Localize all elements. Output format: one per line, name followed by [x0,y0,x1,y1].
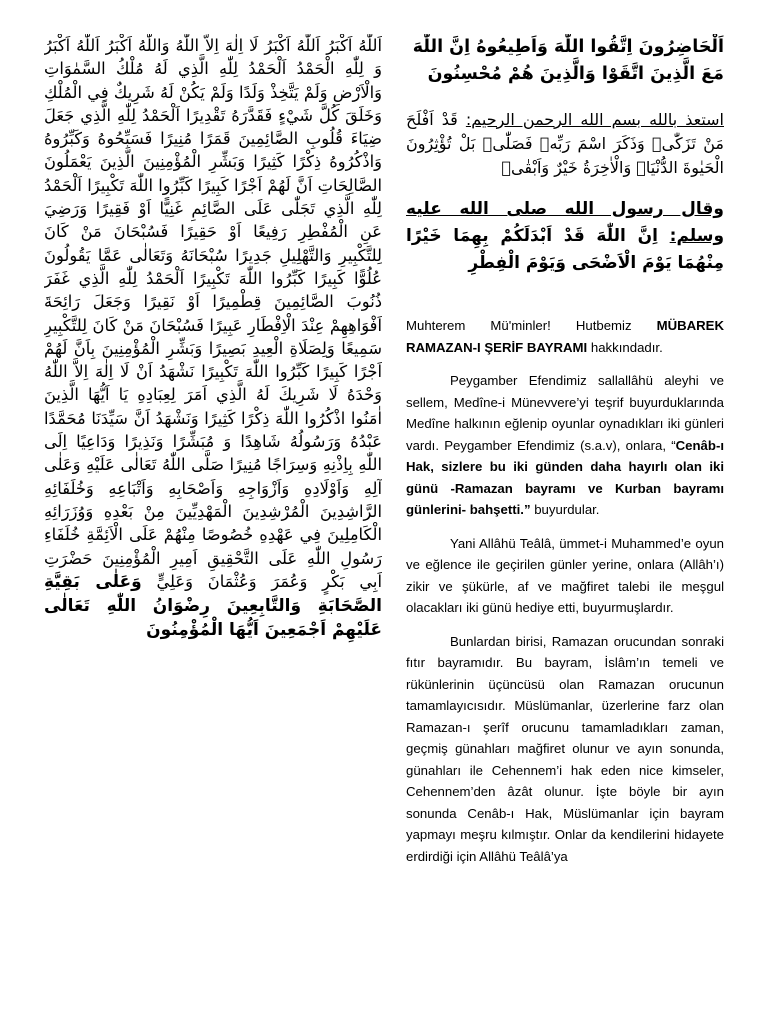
arabic-heading: اَلْحَاضِرُونَ اِتَّقُوا اللّٰهَ وَاَطِيعُوهُ اِنَّ اللّٰهَ مَعَ الَّذِينَ اتَّقَوْا وَالَّذِينَ هُمْ مُحْسِنُونَ [412,37,724,84]
arabic-takbir-text [44,34,382,643]
paragraph-2: Yani Allâhü Teâlâ, ümmet-i Muhammed’e oyun ve eğlence ile geçirilen günler yerine, onlara (Allâh’ı) zikir ve şükürle, af ve mağfiret talebi ile meşgul olacakları iki günü hediye etti, buyurmuşlardır. [406,535,724,615]
hadith-intro: وقال رسول الله صلى الله عليه وسلم: [406,199,724,246]
paragraph-1-text: Peygamber Efendimiz sallallâhü aleyhi ve sellem, Medîne-i Münevvere’yi teşrif buyurduklarında Medîne halkının eğlenip oyunlar oynadıkları iki günleri vardı. Peygamber Efendimiz (s.a.v), onlara, “ [406,373,724,453]
hadith-block [406,196,724,277]
arabic-takbir-column [44,34,382,994]
paragraph-3: Bunlardan birisi, Ramazan orucundan sonraki fıtır bayramıdır. Bu bayram, İslâm’ın temeli ve rükünlerinin üçüncüsü olan Ramazan orucunun tamamlayıcısıdır. Müslümanlar, üzerlerine farz olan Ramazan-ı şerîf orucunu tamamladıkları zaman, geçmiş günahları mağfiret olunur ve ayın sonunda, günahları ile Cehennem’i hak eden nice kimseler, Cehennem’den âzât olunur. İşte böyle bir ayın sonunda Cenâb-ı Hak, Müslümanlar için bayram yapmayı meşru kılmıştır. Onlar da kendilerini hidayete erdirdiği için Allâhü Teâlâ’ya [406,633,724,864]
intro-prefix: Muhterem Mü'minler! Hutbemiz [406,318,657,333]
paragraph-1 [406,370,724,521]
arabic-closing-bold: وَعَلٰى بَقِيَّةِ الصَّحَابَةِ وَالتَّابِعِينَ رِضْوَانُ اللّٰهِ تَعَالٰى عَلَيْهِمْ اَجْمَعِينَ اَيُّهَا الْمُؤْمِنُونَ [44,571,382,641]
ayah-text: قَدْ اَفْلَحَ مَنْ تَزَكّٰىۙ وَذَكَرَ اسْمَ رَبِّه۪ فَصَلّٰىۜ بَلْ تُؤْثِرُونَ الْحَيٰوةَ الدُّنْيَاۘ وَالْاٰخِرَةُ خَيْرٌ وَاَبْقٰىۜ [406,110,724,177]
sermon-topic-intro [406,315,724,358]
paragraph-1-suffix: buyurdular. [530,502,600,517]
sermon-right-column [406,34,724,994]
intro-suffix: hakkındadır. [587,339,663,355]
ayah-block [406,108,724,180]
arabic-takbir-body: اَللّٰهُ اَكْبَرُ اَللّٰهُ اَكْبَرُ لَا اِلٰهَ اِلاَّ اللّٰهُ وَاللّٰهُ اَكْبَرُ اَللّٰهُ اَكْبَرُ وَ لِلّٰهِ الْحَمْدُ اَلْحَمْدُ لِلّٰهِ الَّذِي لَهُ مُلْكُ السَّمٰوَاتِ وَالْاَرْضِ وَلَمْ يَتَّخِذْ وَلَدًا وَلَمْ يَكُنْ لَهُ شَرِيكٌ فِي الْمُلْكِ وَخَلَقَ كُلَّ شَيْءٍ فَقَدَّرَهُ تَقْدِيرًا اَلْحَمْدُ لِلّٰهِ الَّذِي جَعَلَ ضِيَاءَ قُلُوبِ الصَّائِمِينَ قَمَرًا مُنِيرًا فَسَبِّحُوهُ وَكَبِّرُوهُ وَاذْكُرُوهُ ذِكْرًا كَثِيرًا وَبَشِّرِ الْمُؤْمِنِينَ الَّذِينَ يَعْمَلُونَ الصَّالِحَاتِ اَنَّ لَهُمْ اَجْرًا كَبِيرًا كَبِّرُوا اللّٰهَ تَكْبِيرًا اَلْحَمْدُ لِلّٰهِ الَّذِي تَجَلّٰى عَلَى الصَّائِمِ غَنِيًّا اَوْ فَقِيرًا وَرَضِيَ عَنِ الْمُفْطِرِ رَفِيعًا اَوْ حَقِيرًا فَسُبْحَانَ مَنْ كَانَ لِلتَّكْبِيرِ وَالتَّهْلِيلِ جَدِيرًا سُبْحَانَهُ وَتَعَالٰى عَمَّا يَقُولُونَ عُلُوًّا كَبِيرًا كَبِّرُوا اللّٰهَ تَكْبِيرًا اَلْحَمْدُ لِلّٰهِ الَّذِي غَفَرَ ذُنُوبَ الصَّائِمِينَ قِطْمِيرًا اَوْ نَقِيرًا وَجَعَلَ رَائِحَةَ اَفْوَاهِهِمْ عِنْدَ الْاِفْطَارِ عَبِيرًا فَسُبْحَانَ مَنْ كَانَ لِلتَّكْبِيرِ سَمِيعًا وَلِصَلَاةِ الْعِيدِ بَصِيرًا وَبَشِّرِ الْمُؤْمِنِينَ بِاَنَّ لَهُمْ اَجْرًا كَبِيرًا كَبِّرُوا اللّٰهَ تَكْبِيرًا نَشْهَدُ اَنْ لَا اِلٰهَ اِلاَّ اللّٰهُ وَحْدَهُ لَا شَرِيكَ لَهُ الَّذِي اَمَرَ لِعِبَادِهِ يَا اَيُّهَا الَّذِينَ اٰمَنُوا اذْكُرُوا اللّٰهَ ذِكْرًا كَثِيرًا وَنَشْهَدُ اَنَّ سَيِّدَنَا مُحَمَّدًا عَبْدُهُ وَرَسُولُهُ شَاهِدًا وَ مُبَشِّرًا وَنَذِيرًا وَدَاعِيًا اِلَى اللّٰهِ بِاِذْنِهِ وَسِرَاجًا مُنِيرًا صَلَّى اللّٰهُ تَعَالٰى عَلَيْهِ وَعَلٰى آلِهِ وَاَوْلَادِهِ وَاَزْوَاجِهِ وَاَصْحَابِهِ وَاَتْبَاعِهِ وَخُلَفَائِهِ الرَّاشِدِينَ الْمُرْشِدِينَ الْمَهْدِيِّينَ مِنْ بَعْدِهِ وَوُزَرَائِهِ الْكَامِلِينَ فِي عَهْدِهِ خُصُوصًا مِنْهُمْ عَلَى الْاَئِمَّةِ خُلَفَاءِ رَسُولِ اللّٰهِ عَلَى التَّحْقِيقِ اَمِيرِ الْمُؤْمِنِينَ حَضْرَتِ اَبِي بَكْرٍ وَعُمَرَ وَعُثْمَانَ وَعَلِيٍّ [44,36,382,591]
ayah-intro: استعذ بالله بسم الله الرحمن الرحيم: [465,110,724,129]
sermon-topic-title: MÜBAREK RAMAZAN-I ŞERİF BAYRAMI [406,318,724,355]
hadith-text: اِنَّ اللّٰهَ قَدْ اَبْدَلَكُمْ بِهِمَا خَيْرًا مِنْهُمَا يَوْمَ الْاَضْحَى وَيَوْمَ الْفِطْرِ [406,226,724,273]
hadith-translation: Cenâb-ı Hak, sizlere bu iki günden daha hayırlı olan iki günü -Ramazan bayramı ve Kurban bayramı günlerini- bahşetti.” [406,437,724,517]
